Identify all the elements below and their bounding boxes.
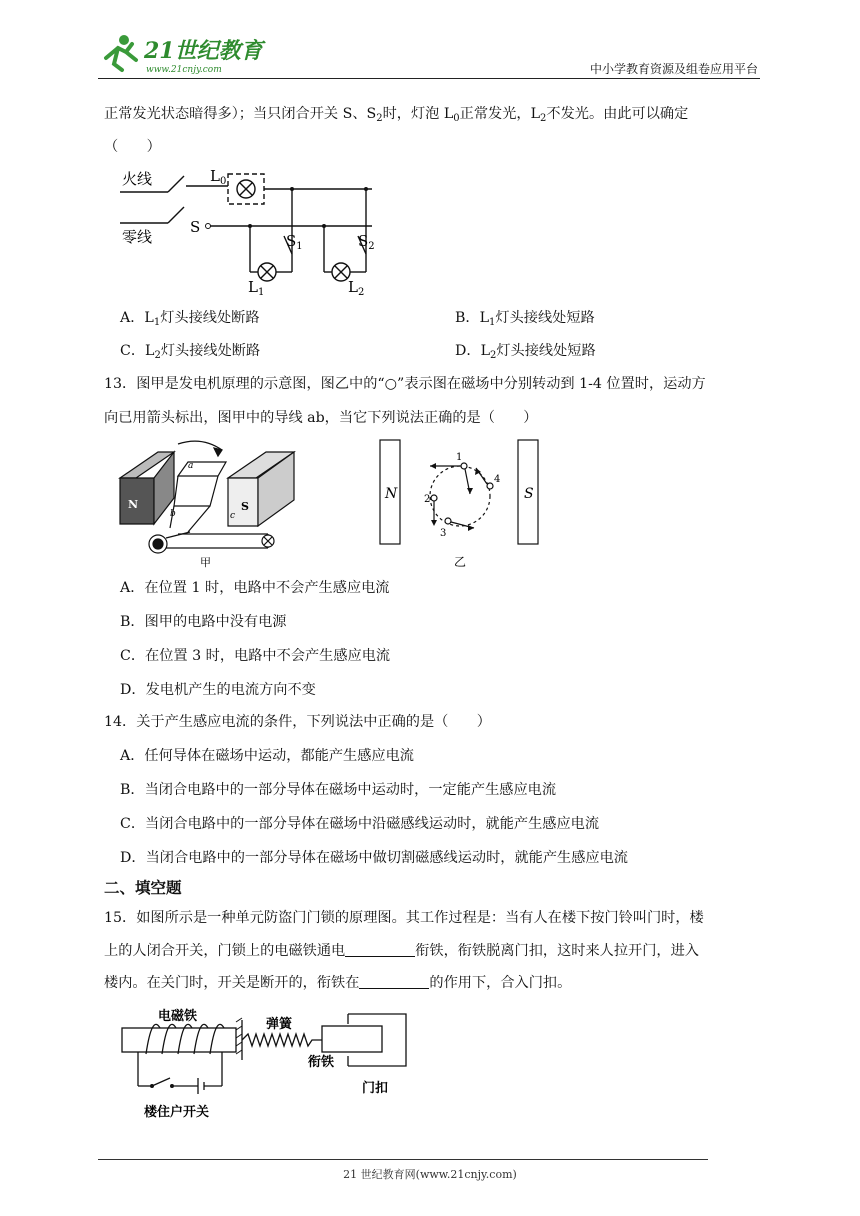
fig-jia-S-label: S bbox=[241, 500, 249, 513]
latch-label: 门扣 bbox=[362, 1081, 389, 1096]
section-title-fill-blank: 二、填空题 bbox=[104, 879, 182, 897]
fig-yi-caption: 乙 bbox=[454, 555, 467, 569]
q12-option-b: B．$L_1$灯头接线处短路 bbox=[455, 310, 595, 328]
q14-option-c: C．当闭合电路中的一部分导体在磁场中沿磁感线运动时，就能产生感应电流 bbox=[120, 816, 600, 832]
fig-yi-pos4-label: 4 bbox=[494, 474, 501, 485]
q13-option-d: D．发电机产生的电流方向不变 bbox=[120, 682, 316, 698]
footer-text: 21 世纪教育网(www.21cnjy.com) bbox=[343, 1168, 517, 1181]
q13-figure-yi bbox=[378, 438, 550, 572]
q14-line1: 14．关于产生感应电流的条件，下列说法中正确的是（ ） bbox=[104, 714, 491, 730]
q15-line3: 楼内。在关门时，开关是断开的，衔铁在 的作用下，合入门扣。 bbox=[104, 975, 572, 991]
q13-option-b: B．图甲的电路中没有电源 bbox=[120, 614, 287, 630]
q14-option-a: A．任何导体在磁场中运动，都能产生感应电流 bbox=[120, 748, 414, 764]
q13-figure-jia bbox=[118, 436, 318, 568]
footer-divider bbox=[98, 1159, 708, 1160]
lamp-L2-label: $L_2$ bbox=[348, 278, 365, 298]
q12-option-a: A．$L_1$灯头接线处断路 bbox=[120, 310, 260, 328]
q15-blank-2 bbox=[359, 974, 429, 989]
switch-S2-label: $S_2$ bbox=[358, 232, 375, 252]
q13-line2: 向已用箭头标出，图甲中的导线 ab，当它下列说法正确的是（ ） bbox=[104, 410, 538, 426]
q15-line1: 15．如图所示是一种单元防盗门门锁的原理图。其工作过程是：当有人在楼下按门铃叫门时，楼 bbox=[104, 910, 704, 926]
fig-jia-b-label: b bbox=[170, 509, 176, 519]
q12-line1: 正常发光状态暗得多）；当只闭合开关 S、$S_2$时，灯泡 $L_0$正常发光，$L_2$不发光。由此可以确定 bbox=[104, 106, 689, 124]
fig-jia-a-label: a bbox=[188, 461, 194, 471]
logo-main-text: 21世纪教育 bbox=[144, 38, 263, 64]
live-wire-label: 火线 bbox=[122, 170, 153, 188]
q15-line2: 上的人闭合开关，门锁上的电磁铁通电 衔铁，衔铁脱离门扣，这时来人拉开门，进入 bbox=[104, 943, 699, 959]
fig-jia-N-label: N bbox=[128, 498, 139, 511]
q13-line1: 13．图甲是发电机原理的示意图，图乙中的“○”表示图在磁场中分别转动到 1-4 位置时，运动方 bbox=[104, 376, 706, 392]
armature-label: 衔铁 bbox=[308, 1055, 335, 1070]
runner-logo-icon bbox=[106, 35, 136, 70]
fig-yi-S-label: S bbox=[524, 486, 534, 502]
neutral-wire-label: 零线 bbox=[122, 228, 153, 246]
lamp-L0-label: $L_0$ bbox=[210, 167, 227, 187]
electromagnet-label: 电磁铁 bbox=[158, 1009, 198, 1024]
fig-yi-N-label: N bbox=[385, 486, 398, 502]
resident-switch-label: 楼住户开关 bbox=[144, 1105, 210, 1120]
fig-jia-c-label: c bbox=[230, 511, 236, 521]
switch-S1-label: $S_1$ bbox=[286, 232, 303, 252]
q12-option-c: C．$L_2$灯头接线处断路 bbox=[120, 343, 261, 361]
header-tagline: 中小学教育资源及组卷应用平台 bbox=[589, 62, 758, 76]
q14-option-d: D．当闭合电路中的一部分导体在磁场中做切割磁感线运动时，就能产生感应电流 bbox=[120, 850, 628, 866]
q15-door-lock-diagram bbox=[116, 1004, 416, 1128]
fig-jia-caption: 甲 bbox=[200, 556, 211, 568]
fig-yi-pos1-label: 1 bbox=[456, 452, 463, 463]
q13-option-c: C．在位置 3 时，电路中不会产生感应电流 bbox=[120, 648, 391, 664]
site-logo bbox=[96, 30, 266, 78]
q12-circuit-diagram bbox=[110, 162, 380, 302]
lamp-L1-label: $L_1$ bbox=[248, 278, 265, 298]
q14-option-b: B．当闭合电路中的一部分导体在磁场中运动时，一定能产生感应电流 bbox=[120, 782, 557, 798]
logo-url-text: www.21cnjy.com bbox=[146, 65, 222, 75]
q12-option-d: D．$L_2$灯头接线处短路 bbox=[455, 343, 596, 361]
fig-yi-pos2-label: 2 bbox=[424, 494, 431, 505]
spring-label: 弹簧 bbox=[266, 1017, 293, 1032]
switch-S-label: S bbox=[190, 218, 201, 236]
q13-option-a: A．在位置 1 时，电路中不会产生感应电流 bbox=[120, 580, 390, 596]
header-divider bbox=[98, 78, 760, 79]
q12-line2: （ ） bbox=[104, 139, 161, 155]
q15-blank-1 bbox=[345, 942, 415, 957]
fig-yi-pos3-label: 3 bbox=[440, 528, 447, 539]
